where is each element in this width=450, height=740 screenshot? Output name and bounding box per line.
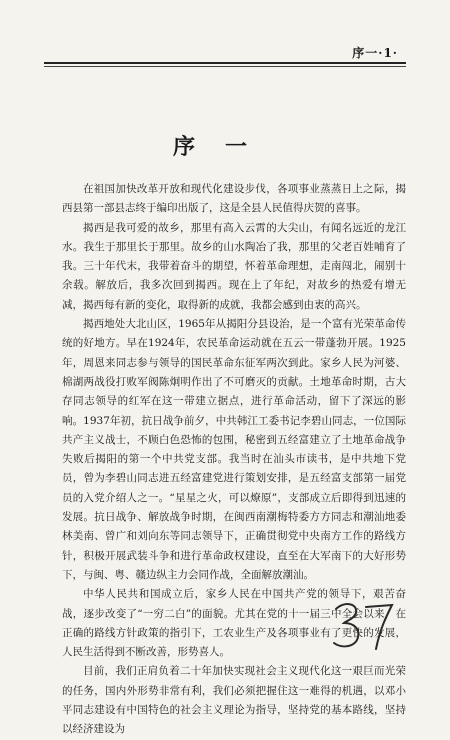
- running-head-text: 序一·1·: [352, 46, 398, 60]
- handwritten-page-number: [330, 599, 400, 651]
- paragraph-4: 中华人民共和国成立后，家乡人民在中国共产党的领导下，艰苦奋战，逐步改变了“一穷二白”的面貌。尤其在党的十一届三中全会以来，在正确的路线方针政策的指引下，工农业生产及各项事业有了更快的发展，人民生活得到不断改善，形势喜人。: [62, 588, 406, 659]
- paragraph-5: 目前，我们正肩负着二十年加快实现社会主义现代化这一艰巨而光荣的任务，国内外形势非常有利，我们必须把握住这一难得的机遇，以邓小平同志建设有中国特色的社会主义理论为指导，坚持党的基本路线，坚持以经济建设为: [62, 665, 406, 736]
- paragraph-1: 在祖国加快改革开放和现代化建设步伐，各项事业蒸蒸日上之际，揭西县第一部县志终于编印出版了，这是全县人民值得庆贺的喜事。: [62, 183, 406, 215]
- paragraph-3: 揭西地处大北山区，1965年从揭阳分县设治，是一个富有光荣革命传统的好地方。早在1924年，农民革命运动就在五云一带蓬勃开展。1925年，周恩来同志参与领导的国民革命东征军两次到此。家乡人民为河婆、棉湖两战役打败军阀陈炯明作出了不可磨灭的贡献。土地革命时期，古大存同志领导的红军在这一带建立据点，进行革命活动，留下了深远的影响。1937年初，抗日战争前夕，中共韩江工委书记李碧山同志，一位国际共产主义战士，不顾白色恐怖的包围，秘密到五经富建立了土地革命战争失败后揭阳的第一个中共党支部。我当时在汕头市读书，是中共地下党员，曾为李碧山同志进五经富建党进行策划安排，是五经富支部第一届党员的入党介绍人之一。“星星之火，可以燎原”，支部成立后即得到迅速的发展。抗日战争、解放战争时期，在闽西南潮梅特委方方同志和潮汕地委林美南、曾广和刘向东等同志领导下，正确贯彻党中央南方工作的路线方针，积极开展武装斗争和进行革命政权建设，直至在大军南下的大好形势下，与闽、粤、赣边纵主力会同作战，全面解放潮汕。: [62, 318, 406, 581]
- body-text: [62, 180, 406, 740]
- header-rule-thin: [44, 66, 406, 67]
- page-title: 序一: [172, 134, 277, 160]
- running-header: [44, 40, 406, 64]
- paragraph-2: 揭西是我可爱的故乡，那里有高入云霄的大尖山，有闻名远近的龙江水。我生于那里长于那里。故乡的山水陶冶了我，那里的父老百姓哺育了我。三十年代末，我带着奋斗的期望，怀着革命理想，走南闯北，闹别十余载。解放后，我多次回到揭西。现在上了年纪，对故乡的热爱有增无减，揭西每有新的变化，取得新的成就，我都会感到由衷的高兴。: [62, 221, 406, 311]
- header-rule-thick: [44, 62, 406, 64]
